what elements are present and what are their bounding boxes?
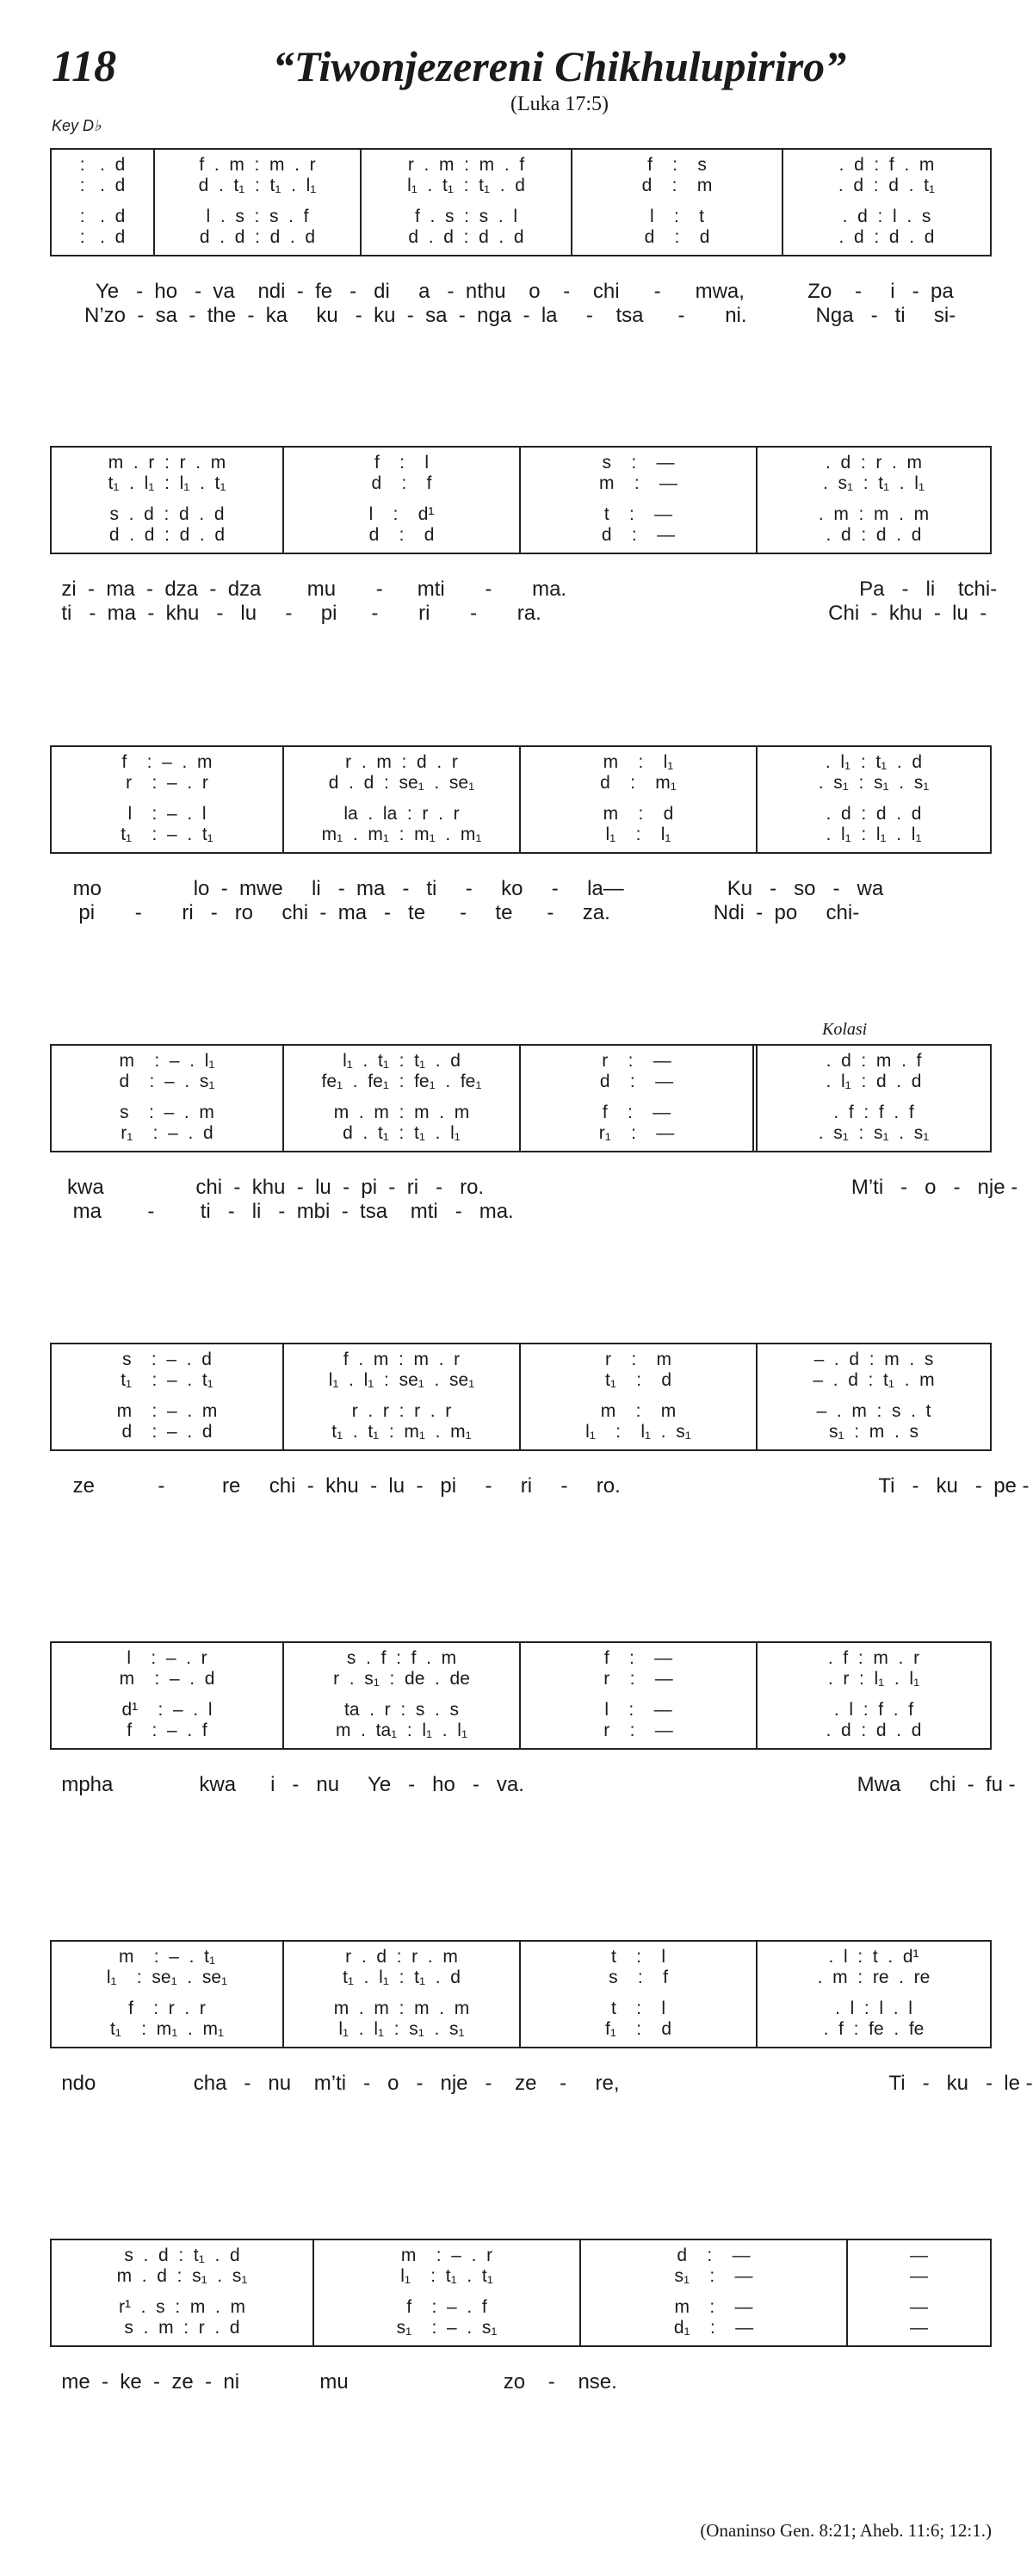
voice-part-notes: . l : f . f — [833, 1700, 914, 1720]
voice-part-notes: f₁ : d — [604, 2019, 672, 2039]
measure — [52, 1942, 284, 2047]
voice-part-notes: m . m : m . m — [333, 1103, 470, 1122]
lyric-line: ma - ti - li - mbi - tsa mti - ma. — [50, 1200, 514, 1223]
voice-part-notes: s₁ : m . s — [829, 1422, 919, 1442]
measure — [521, 1643, 758, 1748]
voice-part-notes: la . la : r . r — [343, 804, 460, 824]
voice-part-notes: f : — — [602, 1103, 671, 1122]
measure — [521, 747, 758, 852]
voice-part-notes: r : — — [603, 1720, 673, 1740]
voice-part-notes: — — [910, 2266, 928, 2286]
voice-part-notes: — — [910, 2318, 928, 2338]
measure — [284, 1344, 521, 1449]
voice-part-notes: l₁ : l₁ . s₁ — [585, 1422, 691, 1442]
measure — [521, 448, 758, 553]
voice-part-notes: l₁ . t₁ : t₁ . d — [407, 176, 525, 195]
measure — [572, 150, 783, 255]
tonic-solfa-staff — [50, 1343, 992, 1451]
voice-part-notes: m : — — [598, 473, 677, 493]
voice-part-notes: s . m : r . d — [124, 2318, 240, 2338]
measure — [52, 150, 155, 255]
voice-part-notes: s₁ : – . s₁ — [396, 2318, 498, 2338]
voice-part-notes: . d : m . f — [826, 1051, 922, 1071]
voice-part-notes: . d : d . d — [838, 227, 935, 247]
lyric-line: mpha kwa i - nu Ye - ho - va. Mwa chi - fu - — [50, 1773, 1016, 1796]
lyric-line: pi - ri - ro chi - ma - te - te - za. Ndi - po chi- — [50, 901, 860, 924]
voice-part-notes: f : – . m — [121, 752, 213, 772]
voice-part-notes: . f : fe . fe — [823, 2019, 925, 2039]
voice-part-notes: . f : m . r — [827, 1648, 920, 1668]
measure — [758, 448, 990, 553]
voice-part-notes: d : – . s₁ — [119, 1072, 215, 1091]
measure — [314, 2240, 581, 2345]
voice-part-notes: t₁ : – . t₁ — [121, 825, 213, 844]
voice-part-notes: r₁ : – . d — [121, 1123, 213, 1143]
voice-part-notes: l₁ : l₁ — [605, 825, 671, 844]
voice-part-notes: m : – . m — [116, 1401, 218, 1421]
voice-part-notes: d : f — [371, 473, 432, 493]
voice-part-notes: r₁ : — — [598, 1123, 675, 1143]
voice-part-notes: — — [910, 2246, 928, 2265]
measure — [758, 1942, 990, 2047]
music-system — [50, 1020, 1018, 1223]
voice-part-notes: m . d : s₁ . s₁ — [116, 2266, 248, 2286]
chorus-label: Kolasi — [822, 1020, 868, 1039]
voice-part-notes: l₁ . l₁ : se₁ . se₁ — [328, 1370, 475, 1390]
voice-part-notes: d¹ : – . l — [121, 1700, 213, 1720]
voice-part-notes: t₁ . l₁ : l₁ . t₁ — [108, 473, 226, 493]
voice-part-notes: . m : re . re — [817, 1968, 931, 1987]
voice-part-notes: d : m₁ — [600, 773, 677, 793]
measure — [284, 1643, 521, 1748]
voice-part-notes: t₁ . t₁ : m₁ . m₁ — [331, 1422, 472, 1442]
voice-part-notes: m . m : m . m — [333, 1998, 470, 2018]
voice-part-notes: . d : d . t₁ — [838, 176, 936, 195]
voice-part-notes: : . d — [79, 207, 126, 226]
voice-part-notes: l : – . l — [127, 804, 207, 824]
voice-part-notes: m . ta₁ : l₁ . l₁ — [335, 1720, 468, 1740]
voice-part-notes: s . d : d . d — [109, 504, 225, 524]
voice-part-notes: . d : d . d — [826, 804, 922, 824]
voice-part-notes: l : – . r — [127, 1648, 207, 1668]
voice-part-notes: m : d — [603, 804, 674, 824]
voice-part-notes: l . s : s . f — [206, 207, 309, 226]
voice-part-notes: m : – . r — [400, 2246, 493, 2265]
voice-part-notes: . d : d . d — [826, 525, 922, 545]
voice-part-notes: r . m : d . r — [345, 752, 458, 772]
voice-part-notes: d . d : d . d — [108, 525, 226, 545]
voice-part-notes: r : – . r — [126, 773, 208, 793]
tonic-solfa-staff — [50, 1020, 992, 1152]
music-system — [50, 2239, 992, 2394]
voice-part-notes: . l : l . l — [835, 1998, 912, 2018]
voice-part-notes: . d : f . m — [838, 155, 935, 175]
measure — [848, 2240, 990, 2345]
voice-part-notes: s . f : f . m — [346, 1648, 457, 1668]
voice-part-notes: s : – . d — [122, 1350, 212, 1369]
voice-part-notes: m . r : r . m — [108, 453, 226, 473]
music-system — [50, 1940, 1033, 2095]
voice-part-notes: . s₁ : s₁ . s₁ — [818, 773, 930, 793]
voice-part-notes: d : — — [599, 1072, 674, 1091]
voice-part-notes: t₁ : m₁ . m₁ — [109, 2019, 225, 2039]
voice-part-notes: d . t₁ : t₁ . l₁ — [198, 176, 317, 195]
measure — [52, 448, 284, 553]
voice-part-notes: d : — — [677, 2246, 751, 2265]
voice-part-notes: s : — — [602, 453, 675, 473]
voice-part-notes: f : s — [647, 155, 707, 175]
measure — [758, 1643, 990, 1748]
lyric-line: mo lo - mwe li - ma - ti - ko - la— Ku - so - wa — [50, 877, 884, 900]
song-title: “Tiwonjezereni Chikhulupiriro” — [272, 42, 847, 90]
voice-part-notes: d : m — [641, 176, 713, 195]
voice-part-notes: : . d — [79, 227, 126, 247]
voice-part-notes: d . d : se₁ . se₁ — [328, 773, 475, 793]
measure — [284, 1046, 521, 1151]
measure — [155, 150, 362, 255]
voice-part-notes: l₁ . l₁ : s₁ . s₁ — [338, 2019, 465, 2039]
voice-part-notes: f : — — [603, 1648, 673, 1668]
lyric-line: N’zo - sa - the - ka ku - ku - sa - nga - la - tsa - ni. Nga - ti si- — [50, 304, 956, 327]
voice-part-notes: m : – . d — [119, 1669, 215, 1689]
voice-part-notes: r : — — [603, 1669, 673, 1689]
voice-part-notes: s . d : t₁ . d — [124, 2246, 240, 2265]
song-number: 118 — [52, 42, 117, 91]
measure — [758, 747, 990, 852]
voice-part-notes: m₁ . m₁ : m₁ . m₁ — [321, 825, 482, 844]
measure — [284, 747, 521, 852]
voice-part-notes: . s₁ : s₁ . s₁ — [818, 1123, 930, 1143]
voice-part-notes: m : – . t₁ — [118, 1947, 216, 1967]
measure — [783, 150, 990, 255]
measure — [52, 747, 284, 852]
music-system — [50, 148, 992, 327]
voice-part-notes: r . s₁ : de . de — [333, 1669, 470, 1689]
voice-part-notes: f : r . r — [128, 1998, 206, 2018]
voice-part-notes: . d : l . s — [842, 207, 931, 226]
voice-part-notes: . l : t . d¹ — [828, 1947, 919, 1967]
measure — [52, 1046, 284, 1151]
voice-part-notes: r : — — [602, 1051, 671, 1071]
measure — [758, 1046, 990, 1151]
voice-part-notes: m : — — [674, 2297, 753, 2317]
lyric-line: me - ke - ze - ni mu zo - nse. — [50, 2370, 617, 2394]
voice-part-notes: l₁ : se₁ . se₁ — [106, 1968, 228, 1987]
lyric-line: ti - ma - khu - lu - pi - ri - ra. Chi - khu - lu - — [50, 602, 987, 625]
tonic-solfa-staff — [50, 2239, 992, 2347]
voice-part-notes: m : – . l₁ — [119, 1051, 215, 1071]
voice-part-notes: fe₁ . fe₁ : fe₁ . fe₁ — [321, 1072, 482, 1091]
measure — [362, 150, 572, 255]
tonic-solfa-staff — [50, 446, 992, 554]
voice-part-notes: r¹ . s : m . m — [119, 2297, 245, 2317]
music-system — [50, 1343, 1030, 1498]
key-signature: Key D♭ — [52, 117, 102, 134]
lyric-line: zi - ma - dza - dza mu - mti - ma. Pa - li tchi- — [50, 578, 998, 601]
voice-part-notes: d : d — [644, 227, 710, 247]
voice-part-notes: d . d : d . d — [199, 227, 316, 247]
voice-part-notes: d : – . d — [121, 1422, 213, 1442]
voice-part-notes: f . m : m . r — [343, 1350, 461, 1369]
tonic-solfa-staff — [50, 1940, 992, 2048]
voice-part-notes: d . d : d . d — [408, 227, 524, 247]
voice-part-notes: l : d¹ — [368, 504, 435, 524]
song-scripture: (Luka 17:5) — [510, 93, 609, 115]
voice-part-notes: : . d — [79, 176, 126, 195]
voice-part-notes: d : d — [368, 525, 435, 545]
music-system — [50, 745, 992, 924]
voice-part-notes: . d : r . m — [825, 453, 922, 473]
voice-part-notes: f : – . f — [127, 1720, 207, 1740]
measure — [284, 448, 521, 553]
measure — [52, 2240, 314, 2345]
voice-part-notes: r . d : r . m — [345, 1947, 458, 1967]
voice-part-notes: . s₁ : t₁ . l₁ — [822, 473, 925, 493]
lyric-line: ndo cha - nu m’ti - o - nje - ze - re, Ti - ku - le - — [50, 2072, 1033, 2095]
voice-part-notes: – . m : s . t — [816, 1401, 931, 1421]
music-system — [50, 1641, 1016, 1796]
voice-part-notes: f . s : s . l — [414, 207, 518, 226]
measure — [581, 2240, 848, 2345]
voice-part-notes: s : f — [609, 1968, 668, 1987]
voice-part-notes: s : – . m — [120, 1103, 214, 1122]
voice-part-notes: f : l — [374, 453, 429, 473]
voice-part-notes: l₁ : t₁ . t₁ — [400, 2266, 493, 2286]
voice-part-notes: . r : l₁ . l₁ — [827, 1669, 920, 1689]
tonic-solfa-staff — [50, 148, 992, 256]
voice-part-notes: f : – . f — [406, 2297, 487, 2317]
tonic-solfa-staff — [50, 745, 992, 854]
voice-part-notes: . d : d . d — [826, 1720, 922, 1740]
voice-part-notes: – . d : m . s — [813, 1350, 934, 1369]
measure — [758, 1344, 990, 1449]
measure — [521, 1344, 758, 1449]
voice-part-notes: t₁ . l₁ : t₁ . d — [343, 1968, 461, 1987]
voice-part-notes: – . d : t₁ . m — [813, 1370, 935, 1390]
voice-part-notes: s₁ : — — [674, 2266, 753, 2286]
voice-part-notes: m : m — [600, 1401, 677, 1421]
lyric-line: Ye - ho - va ndi - fe - di a - nthu o - chi - mwa, Zo - i - pa — [50, 280, 954, 303]
voice-part-notes: t : — — [603, 504, 673, 524]
music-system — [50, 446, 998, 625]
measure — [52, 1643, 284, 1748]
measure — [52, 1344, 284, 1449]
voice-part-notes: t₁ : – . t₁ — [121, 1370, 213, 1390]
voice-part-notes: m : l₁ — [603, 752, 674, 772]
tonic-solfa-staff — [50, 1641, 992, 1750]
measure — [521, 1942, 758, 2047]
voice-part-notes: — — [910, 2297, 928, 2317]
voice-part-notes: . m : m . m — [818, 504, 930, 524]
measure — [521, 1046, 758, 1151]
voice-part-notes: ta . r : s . s — [343, 1700, 460, 1720]
voice-part-notes: d₁ : — — [673, 2318, 754, 2338]
voice-part-notes: r . r : r . r — [351, 1401, 452, 1421]
voice-part-notes: l : t — [649, 207, 704, 226]
voice-part-notes: . l₁ : d . d — [826, 1072, 922, 1091]
voice-part-notes: r : m — [605, 1350, 671, 1369]
voice-part-notes: t : l — [610, 1947, 665, 1967]
voice-part-notes: . l₁ : l₁ . l₁ — [826, 825, 922, 844]
footnote-references: (Onaninso Gen. 8:21; Aheb. 11:6; 12:1.) — [700, 2520, 992, 2541]
voice-part-notes: t₁ : d — [604, 1370, 672, 1390]
voice-part-notes: f . m : m . r — [199, 155, 316, 175]
voice-part-notes: l : — — [604, 1700, 672, 1720]
voice-part-notes: . f : f . f — [833, 1103, 914, 1122]
voice-part-notes: d . t₁ : t₁ . l₁ — [343, 1123, 461, 1143]
voice-part-notes: l₁ . t₁ : t₁ . d — [343, 1051, 461, 1071]
voice-part-notes: d : — — [601, 525, 676, 545]
measure — [284, 1942, 521, 2047]
voice-part-notes: . l₁ : t₁ . d — [825, 752, 923, 772]
voice-part-notes: r . m : m . f — [407, 155, 525, 175]
voice-part-notes: : . d — [79, 155, 126, 175]
voice-part-notes: t : l — [610, 1998, 665, 2018]
lyric-line: ze - re chi - khu - lu - pi - ri - ro. Ti - ku - pe - — [50, 1474, 1030, 1498]
lyric-line: kwa chi - khu - lu - pi - ri - ro. M’ti - o - nje - — [50, 1176, 1018, 1199]
